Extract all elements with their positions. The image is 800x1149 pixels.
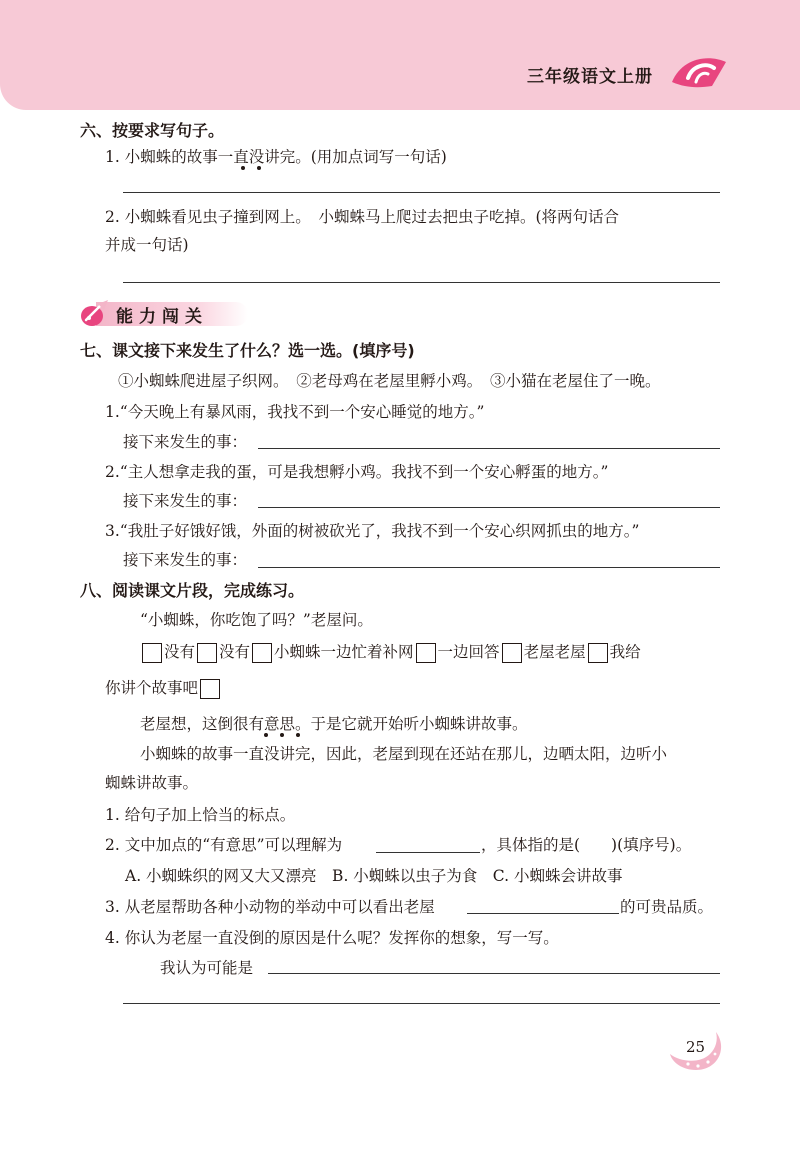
emphasis-dot [264,733,268,737]
answer-line[interactable] [123,282,720,283]
section8-question-3-tail: 的可贵品质。 [620,898,714,916]
section8-title: 八、阅读课文片段，完成练习。 [80,581,305,600]
grade-subject-label: 三年级语文上册 [527,67,653,87]
answer-prompt: 接下来发生的事： [123,433,248,451]
section8-question-2-options: A. 小蜘蛛织的网又大又漂亮 B. 小蜘蛛以虫子为食 C. 小蜘蛛会讲故事 [125,867,623,885]
punctuation-box[interactable] [502,643,522,663]
answer-prompt: 接下来发生的事： [123,492,248,510]
punctuation-box[interactable] [200,679,220,699]
answer-line[interactable] [467,913,619,914]
answer-line[interactable] [376,852,480,853]
section7-question-2: 2.“主人想拿走我的蛋，可是我想孵小鸡。我找不到一个安心孵蛋的地方。” [105,463,609,481]
emphasis-dot [296,733,300,737]
passage-paragraph-2-cont: 你讲个故事吧 [105,676,222,700]
passage-paragraph-1: “小蜘蛛，你吃饱了吗？”老屋问。 [140,611,373,629]
answer-prompt: 接下来发生的事： [123,551,248,569]
section7-title: 七、课文接下来发生了什么？选一选。(填序号) [80,341,415,360]
ability-section-badge [78,298,248,330]
passage-paragraph-2: 没有 没有 小蜘蛛一边忙着补网 一边回答 老屋老屋 我给 [140,640,641,664]
badge-text: 能力闯关 [116,307,208,327]
punctuation-box[interactable] [416,643,436,663]
page-number: 25 [686,1038,706,1056]
answer-prompt: 我认为可能是 [160,959,254,977]
section7-question-1: 1.“今天晚上有暴风雨，我找不到一个安心睡觉的地方。” [105,403,485,421]
emphasis-dot [280,733,284,737]
emphasis-dot [241,166,245,170]
section6-question-2: 2. 小蜘蛛看见虫子撞到网上。 小蜘蛛马上爬过去把虫子吃掉。(将两句话合 [105,208,620,226]
punctuation-box[interactable] [142,643,162,663]
punctuation-box[interactable] [197,643,217,663]
answer-line[interactable] [258,567,720,568]
section8-question-2: 2. 文中加点的“有意思”可以理解为 [105,836,343,854]
section6-question-1: 1. 小蜘蛛的故事一直没讲完。(用加点词写一句话) [105,148,447,166]
answer-line[interactable] [123,192,720,193]
section8-question-2-tail: ，具体指的是( )(填序号)。 [481,836,692,854]
answer-line[interactable] [123,1003,720,1004]
answer-line[interactable] [268,973,720,974]
section8-question-4: 4. 你认为老屋一直没倒的原因是什么呢？发挥你的想象，写一写。 [105,929,559,947]
answer-line[interactable] [258,448,720,449]
emphasis-dot [257,166,261,170]
leaf-pencil-icon [78,298,112,330]
section8-question-3: 3. 从老屋帮助各种小动物的举动中可以看出老屋 [105,898,435,916]
passage-paragraph-4-cont: 蜘蛛讲故事。 [105,774,199,792]
punctuation-box[interactable] [588,643,608,663]
section7-options: ①小蜘蛛爬进屋子织网。 ②老母鸡在老屋里孵小鸡。 ③小猫在老屋住了一晚。 [118,372,661,390]
section7-question-3: 3.“我肚子好饿好饿，外面的树被砍光了，我找不到一个安心织网抓虫的地方。” [105,522,640,540]
section8-question-1: 1. 给句子加上恰当的标点。 [105,806,296,824]
passage-paragraph-3: 老屋想，这倒很有意思。于是它就开始听小蜘蛛讲故事。 [140,715,528,733]
punctuation-box[interactable] [252,643,272,663]
section6-title: 六、按要求写句子。 [80,121,225,140]
publisher-logo-icon [668,52,730,92]
passage-paragraph-4: 小蜘蛛的故事一直没讲完，因此，老屋到现在还站在那儿，边晒太阳，边听小 [140,745,668,763]
answer-line[interactable] [258,507,720,508]
section6-question-2-cont: 并成一句话) [105,236,189,254]
